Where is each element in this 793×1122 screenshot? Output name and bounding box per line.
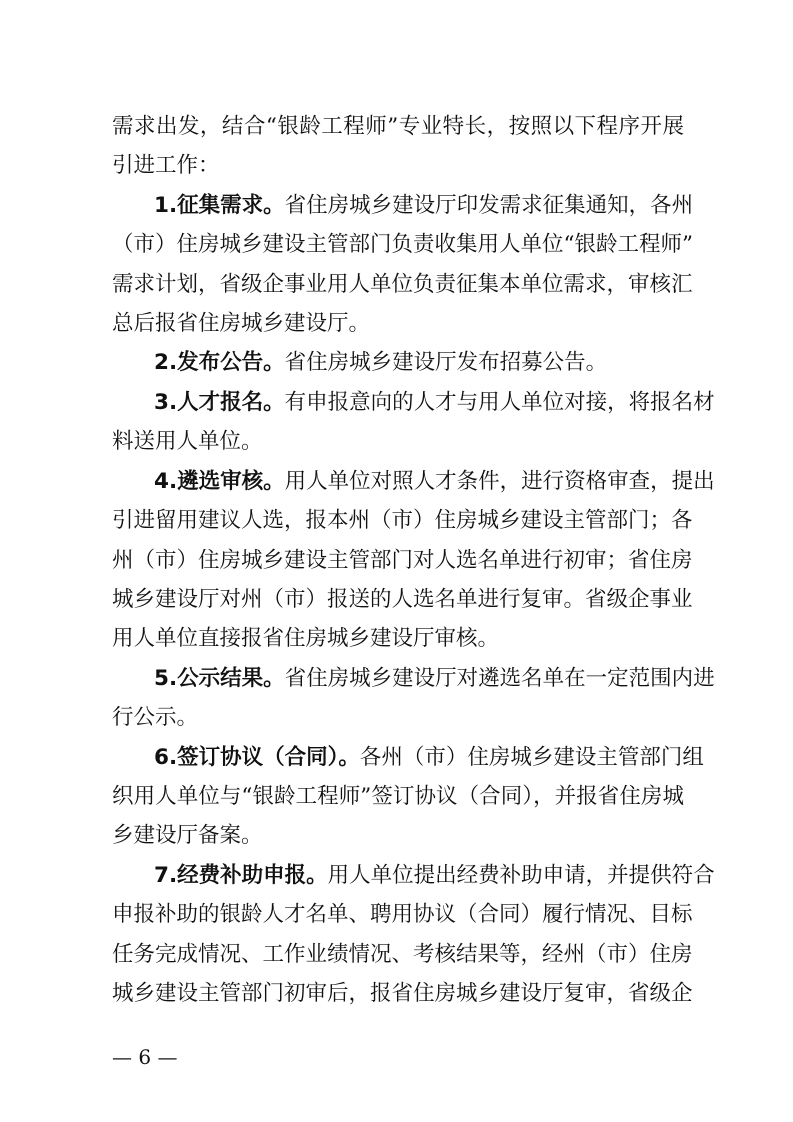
- text-line: [112, 541, 693, 581]
- line-text: 省住房城乡建设厅发布招募公告。: [284, 350, 608, 376]
- text-line: [112, 107, 684, 147]
- line-text: 任务完成情况、工作业绩情况、考核结果等，经州（市）住房: [112, 941, 693, 967]
- line-text: 用人单位直接报省住房城乡建设厅审核。: [112, 626, 500, 652]
- text-line: [112, 146, 684, 186]
- line-text: 各州（市）住房城乡建设主管部门组: [359, 744, 704, 770]
- line-text: 总后报省住房城乡建设厅。: [112, 311, 371, 337]
- text-line: [112, 304, 684, 344]
- text-line: [154, 343, 684, 383]
- text-line: [112, 225, 693, 265]
- text-line: [112, 580, 693, 620]
- line-text: （市）住房城乡建设主管部门负责收集用人单位“银龄工程师”: [112, 232, 693, 258]
- page-number: — 6 —: [112, 1045, 178, 1069]
- item-heading: 2.发布公告。: [154, 350, 285, 376]
- line-text: 料送用人单位。: [112, 429, 263, 455]
- text-line: [112, 422, 684, 462]
- text-line: [154, 383, 715, 423]
- line-text: 用人单位对照人才条件，进行资格审查，提出: [284, 468, 715, 494]
- item-heading: 6.签订协议（合同）。: [154, 744, 360, 770]
- item-heading: 4.遴选审核。: [154, 468, 285, 494]
- text-line: [154, 659, 715, 699]
- line-text: 需求出发，结合“银龄工程师”专业特长，按照以下程序开展: [112, 114, 684, 139]
- text-line: [112, 265, 693, 305]
- item-heading: 7.经费补助申报。: [154, 862, 328, 888]
- text-line: [154, 462, 715, 502]
- line-text: 省住房城乡建设厅对遴选名单在一定范围内进: [284, 665, 715, 691]
- item-heading: 3.人才报名。: [154, 389, 285, 415]
- text-line: [112, 501, 693, 541]
- line-text: 乡建设厅备案。: [112, 823, 263, 849]
- line-text: 引进留用建议人选，报本州（市）住房城乡建设主管部门；各: [112, 508, 693, 534]
- line-text: 织用人单位与“银龄工程师”签订协议（合同），并报省住房城: [112, 783, 684, 809]
- line-text: 城乡建设主管部门初审后，报省住房城乡建设厅复审，省级企: [112, 981, 693, 1006]
- text-line: [112, 777, 684, 817]
- line-text: 行公示。: [112, 705, 199, 731]
- line-text: 州（市）住房城乡建设主管部门对人选名单进行初审；省住房: [112, 547, 693, 573]
- item-heading: 5.公示结果。: [154, 665, 285, 691]
- item-heading: 1.征集需求。: [154, 192, 285, 218]
- text-line: [112, 935, 693, 975]
- line-text: 城乡建设厅对州（市）报送的人选名单进行复审。省级企事业: [112, 586, 693, 612]
- line-text: 用人单位提出经费补助申请，并提供符合: [327, 862, 715, 888]
- text-line: [112, 895, 693, 935]
- line-text: 申报补助的银龄人才名单、聘用协议（合同）履行情况、目标: [112, 902, 693, 928]
- line-text: 引进工作：: [112, 153, 220, 179]
- text-line: [154, 738, 704, 778]
- text-line: [112, 619, 684, 659]
- text-line: [112, 974, 693, 1014]
- text-line: [154, 186, 694, 226]
- line-text: 有申报意向的人才与用人单位对接，将报名材: [284, 389, 715, 415]
- line-text: 需求计划，省级企事业用人单位负责征集本单位需求，审核汇: [112, 271, 693, 297]
- line-text: 省住房城乡建设厅印发需求征集通知，各州: [284, 192, 694, 218]
- text-line: [154, 856, 715, 896]
- text-line: [112, 816, 684, 856]
- text-line: [112, 698, 684, 738]
